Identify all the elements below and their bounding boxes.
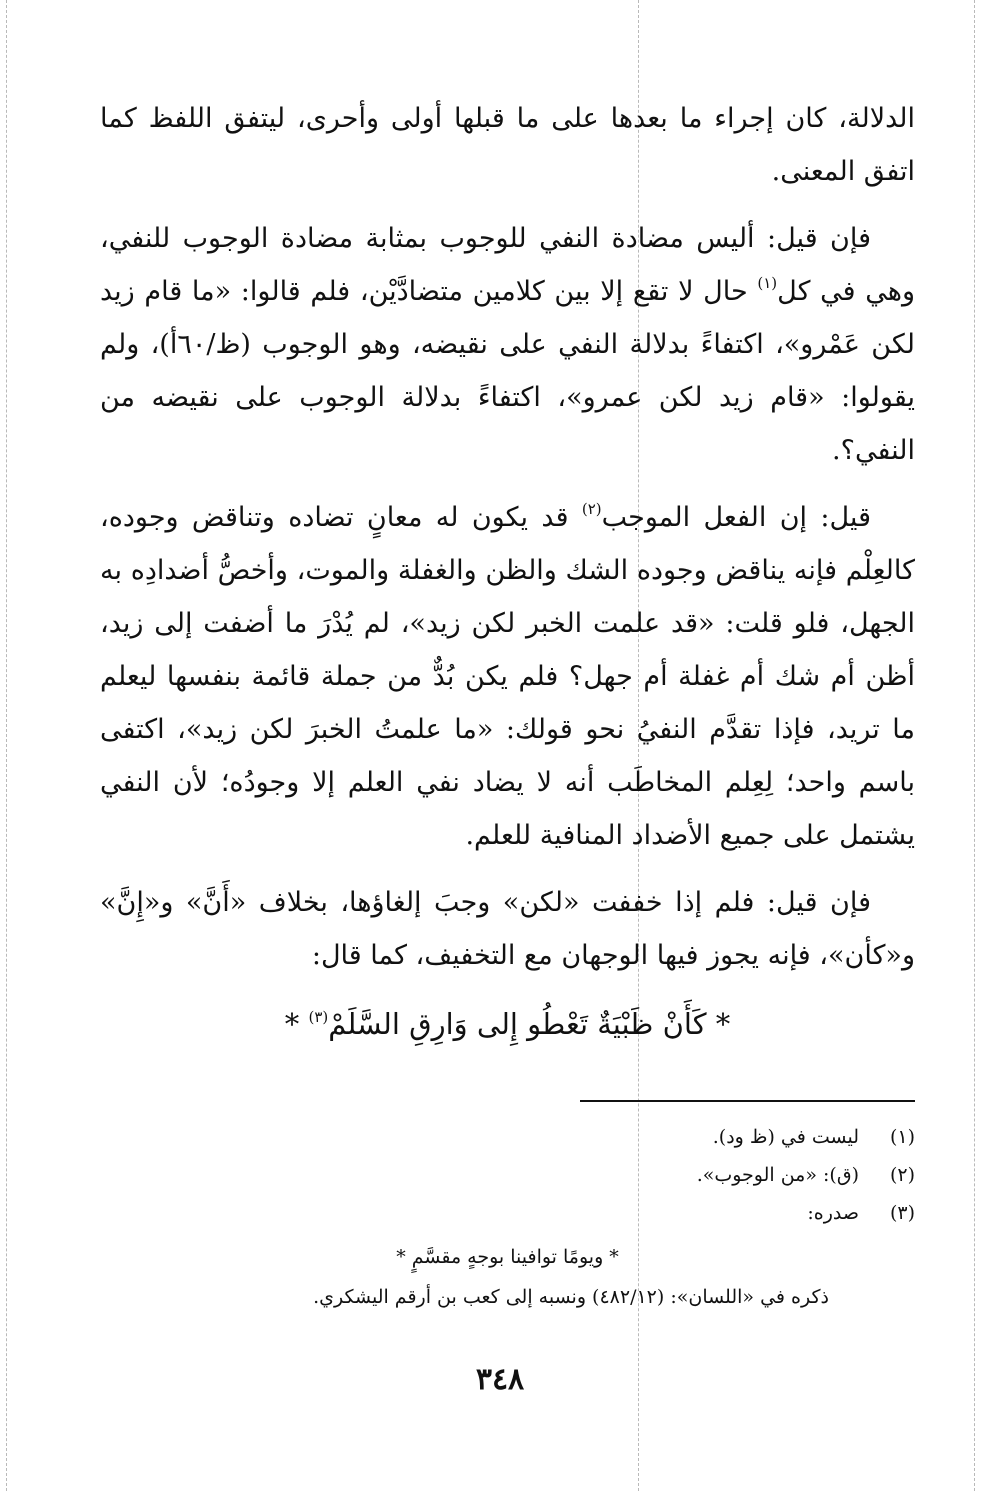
footnote-number: (٢) [889,1164,915,1186]
page-number: ٣٤٨ [475,1362,525,1397]
paragraph-text: فإن قيل: أليس مضادة النفي للوجوب بمثابة مضادة الوجوب للنفي، وهي في كل [100,223,915,307]
footnote-number: (٣) [889,1202,915,1224]
footnote-2 [100,1156,915,1194]
footnote-text: (ق): «من الوجوب». [696,1164,859,1186]
footnote-source: ذكره في «اللسان»: (٤٨٢/١٢) ونسبه إلى كعب بن أرقم اليشكري. [313,1286,829,1308]
page-guide-left [6,0,7,1491]
footnote-marker-2[interactable]: (٢) [581,500,602,518]
footnote-marker-3[interactable]: (٣) [308,1008,329,1026]
footnotes [100,1118,915,1314]
verse-end-mark: * [284,1007,300,1041]
paragraph-4 [100,876,915,982]
footnote-text: ليست في (ظ ود). [712,1126,859,1148]
main-text [100,92,915,1052]
footnote-verse: * ويومًا توافينا بوجهٍ مقسَّمٍ * [396,1246,619,1268]
paragraph-text: الدلالة، كان إجراء ما بعدها على ما قبلها أولى وأحرى، ليتفق اللفظ كما اتفق المعنى. [100,103,915,187]
paragraph-text: قيل: إن الفعل الموجب [601,502,871,533]
footnote-divider [580,1100,915,1102]
paragraph-text: فإن قيل: فلم إذا خففت «لكن» وجبَ إلغاؤها، بخلاف «أَنَّ» و«إِنَّ» و«كأن»، فإنه يجوز فيها الوجهان مع التخفيف، كما قال: [100,887,915,971]
footnote-marker-1[interactable]: (١) [757,274,778,292]
footnote-text: صدره: [807,1202,859,1224]
paragraph-1 [100,92,915,198]
page-guide-right [974,0,975,1491]
footnote-number: (١) [889,1126,915,1148]
footnote-3 [100,1194,915,1232]
paragraph-text: حال لا تقع إلا بين كلامين متضادَّيْن، فلم قالوا: «ما قام زيد لكن عَمْرو»، اكتفاءً بدلالة النفي على نقيضه، وهو الوجوب (ظ/٦٠أ)، ولم يقولوا: «قام زيد لكن عمرو»، اكتفاءً بدلالة الوجوب على نقيضه من النفي؟. [100,276,915,466]
paragraph-3 [100,491,915,862]
footnote-1 [100,1118,915,1156]
paragraph-2 [100,212,915,477]
poetry-verse [100,996,915,1052]
paragraph-text: قد يكون له معانٍ تضاده وتناقض وجوده، كالعِلْم فإنه يناقض وجوده الشك والظن والغفلة والموت، وأخصُّ أضدادِه به الجهل، فلو قلت: «قد علمت الخبر لكن زيد»، لم يُدْرَ ما أضفت إلى زيد، أظن أم شك أم غفلة أم جهل؟ فلم يكن بُدٌّ من جملة قائمة بنفسها ليعلم ما تريد، فإذا تقدَّم النفيُ نحو قولك: «ما علمتُ الخبرَ لكن زيد»، اكتفى باسم واحد؛ لِعِلم المخاطَب أنه لا يضاد نفي العلم إلا وجودُه؛ لأن النفي يشتمل على جميع الأضداد المنافية للعلم. [100,502,915,851]
verse-text: * كَأَنْ ظَبْيَةٌ تَعْطُو إِلى وَارِقِ السَّلَمْ [328,1007,731,1041]
